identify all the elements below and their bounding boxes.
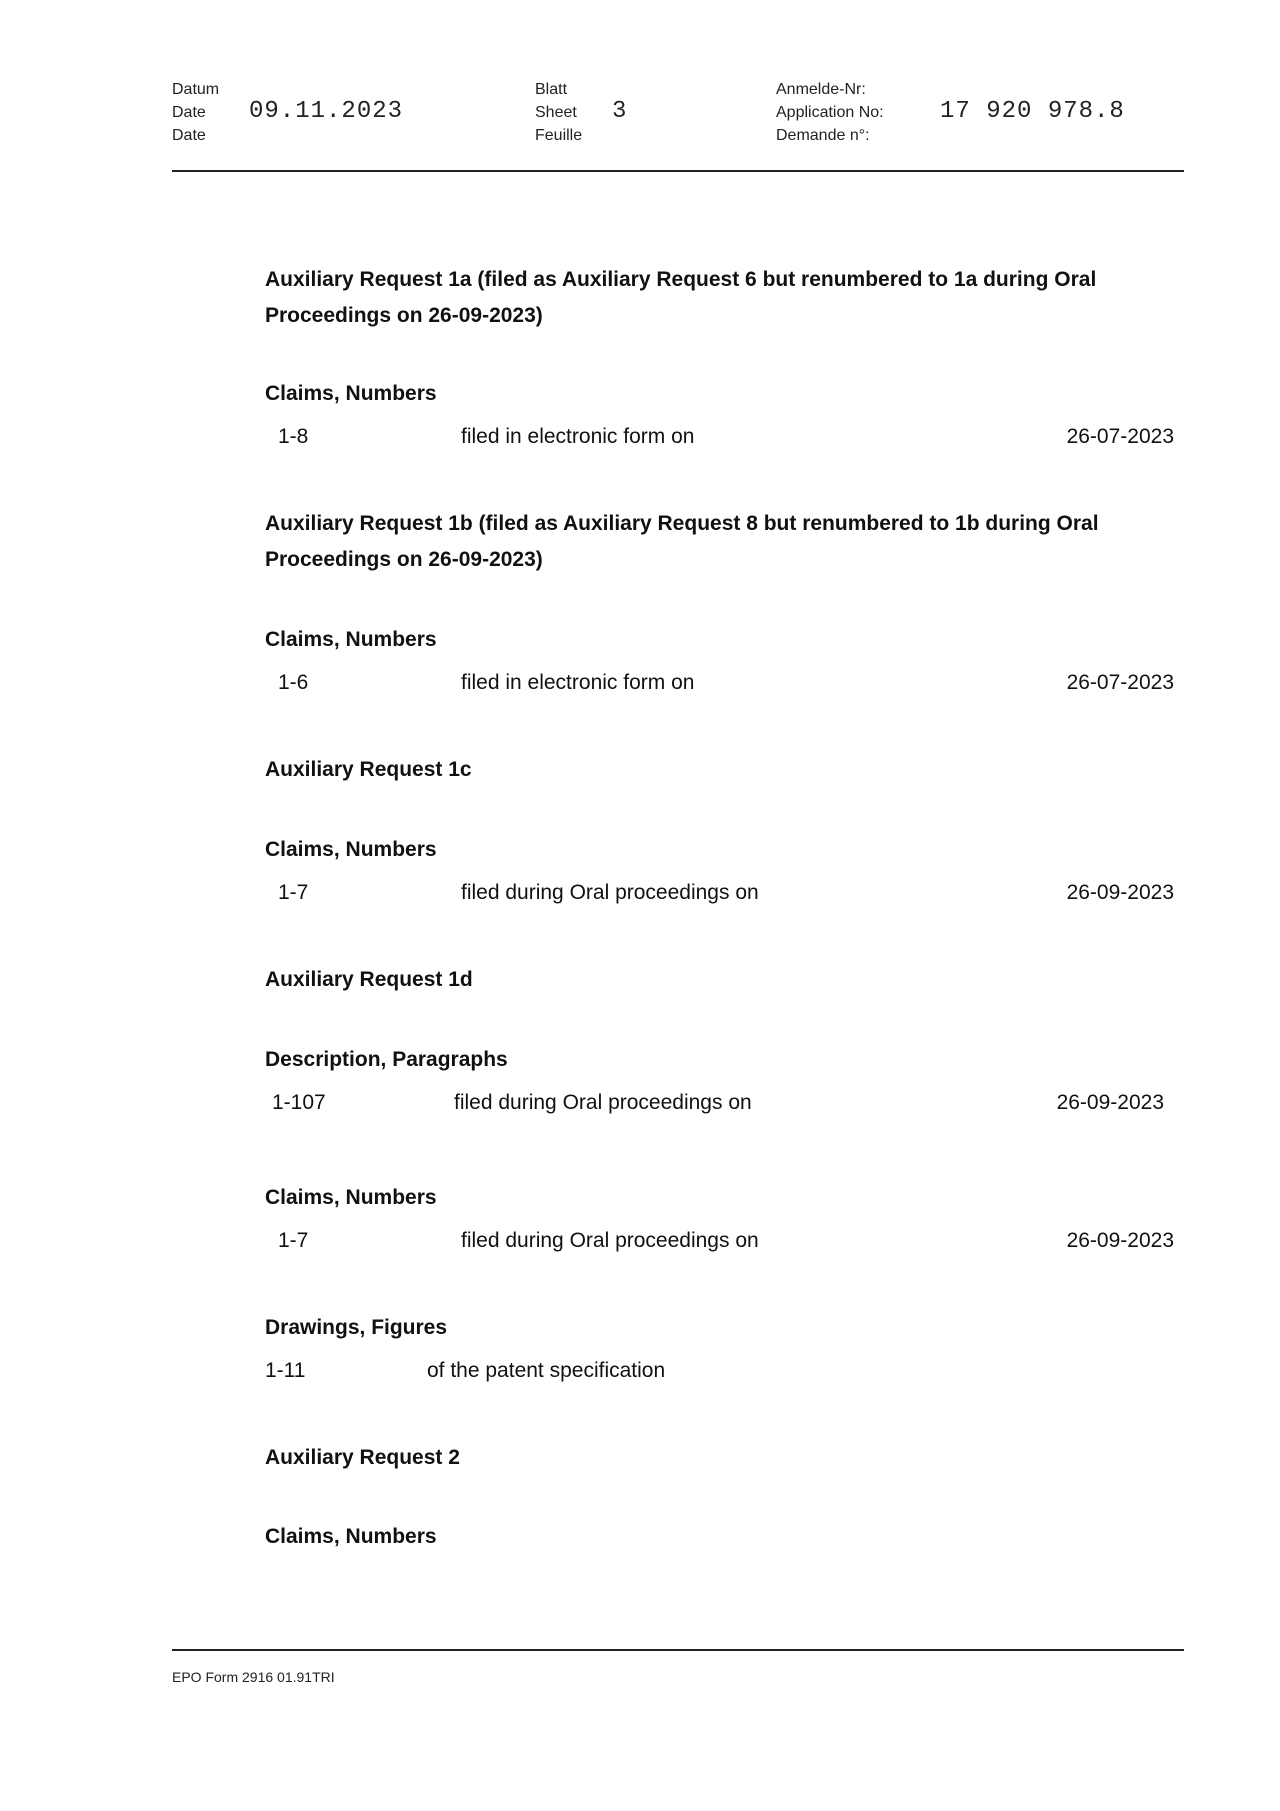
row-number: 1-8: [278, 425, 309, 448]
sheet-label-fr: Feuille: [535, 127, 583, 144]
header-date-label: [172, 78, 219, 147]
section-title: Auxiliary Request 1d: [265, 968, 473, 991]
footer-rule: [172, 1649, 1184, 1651]
claims-row: [265, 1228, 1185, 1254]
row-date: 26-07-2023: [1066, 671, 1174, 694]
row-date: 26-09-2023: [1066, 881, 1174, 904]
row-text: of the patent specification: [427, 1359, 666, 1382]
section-title: [265, 262, 1185, 334]
row-text: filed in electronic form on: [461, 671, 695, 694]
section-title: Auxiliary Request 1c: [265, 758, 472, 781]
row-number: 1-6: [278, 671, 309, 694]
header-sheet-value: 3: [612, 98, 628, 125]
subheading: Claims, Numbers: [265, 628, 437, 651]
subheading: Claims, Numbers: [265, 1186, 437, 1209]
row-text: filed during Oral proceedings on: [454, 1091, 752, 1114]
subheading: Description, Paragraphs: [265, 1048, 508, 1071]
section-aux-1b: [265, 506, 1185, 696]
subheading: Claims, Numbers: [265, 838, 437, 861]
claims-row: [265, 880, 1185, 906]
description-row: [265, 1090, 1185, 1116]
row-date: 26-09-2023: [1056, 1091, 1164, 1114]
section-title-line: Proceedings on 26-09-2023): [265, 304, 543, 327]
row-date: 26-07-2023: [1066, 425, 1174, 448]
row-number: 1-107: [272, 1091, 326, 1114]
header-rule: [172, 170, 1184, 172]
claims-row: [265, 424, 1185, 450]
row-text: filed during Oral proceedings on: [461, 881, 759, 904]
footer-form-id: EPO Form 2916 01.91TRI: [172, 1669, 335, 1685]
row-date: 26-09-2023: [1066, 1229, 1174, 1252]
section-aux-1a: [265, 262, 1185, 450]
subheading: Claims, Numbers: [265, 382, 437, 405]
app-label-en: Application No:: [776, 104, 884, 121]
date-label-de: Datum: [172, 81, 220, 98]
header-date-value: 09.11.2023: [249, 98, 404, 125]
section-aux-1c: [265, 752, 1185, 906]
row-text: filed in electronic form on: [461, 425, 695, 448]
app-label-fr: Demande n°:: [776, 127, 870, 144]
row-text: filed during Oral proceedings on: [461, 1229, 759, 1252]
row-number: 1-7: [278, 881, 309, 904]
section-title-line: Auxiliary Request 1a (filed as Auxiliary Request 6 but renumbered to 1a during Oral: [265, 268, 1097, 291]
section-title: Auxiliary Request 2: [265, 1446, 460, 1469]
section-aux-2: [265, 1440, 1185, 1555]
row-number: 1-11: [265, 1359, 306, 1382]
date-label-en: Date: [172, 104, 206, 121]
section-title-line: Proceedings on 26-09-2023): [265, 548, 543, 571]
header-application-label: [776, 78, 884, 147]
subheading: Claims, Numbers: [265, 1525, 437, 1548]
sheet-label-en: Sheet: [535, 104, 577, 121]
claims-row: [265, 670, 1185, 696]
section-title-line: Auxiliary Request 1b (filed as Auxiliary Request 8 but renumbered to 1b during Oral: [265, 512, 1099, 535]
section-title: [265, 506, 1185, 578]
drawings-row: [265, 1358, 1185, 1384]
document-body: [265, 262, 1185, 1555]
subheading: Drawings, Figures: [265, 1316, 448, 1339]
sheet-label-de: Blatt: [535, 81, 568, 98]
row-number: 1-7: [278, 1229, 309, 1252]
header-sheet-label: [535, 78, 582, 147]
section-aux-1d: [265, 962, 1185, 1384]
app-label-de: Anmelde-Nr:: [776, 81, 866, 98]
date-label-fr: Date: [172, 127, 206, 144]
header-application-value: 17 920 978.8: [940, 98, 1125, 125]
